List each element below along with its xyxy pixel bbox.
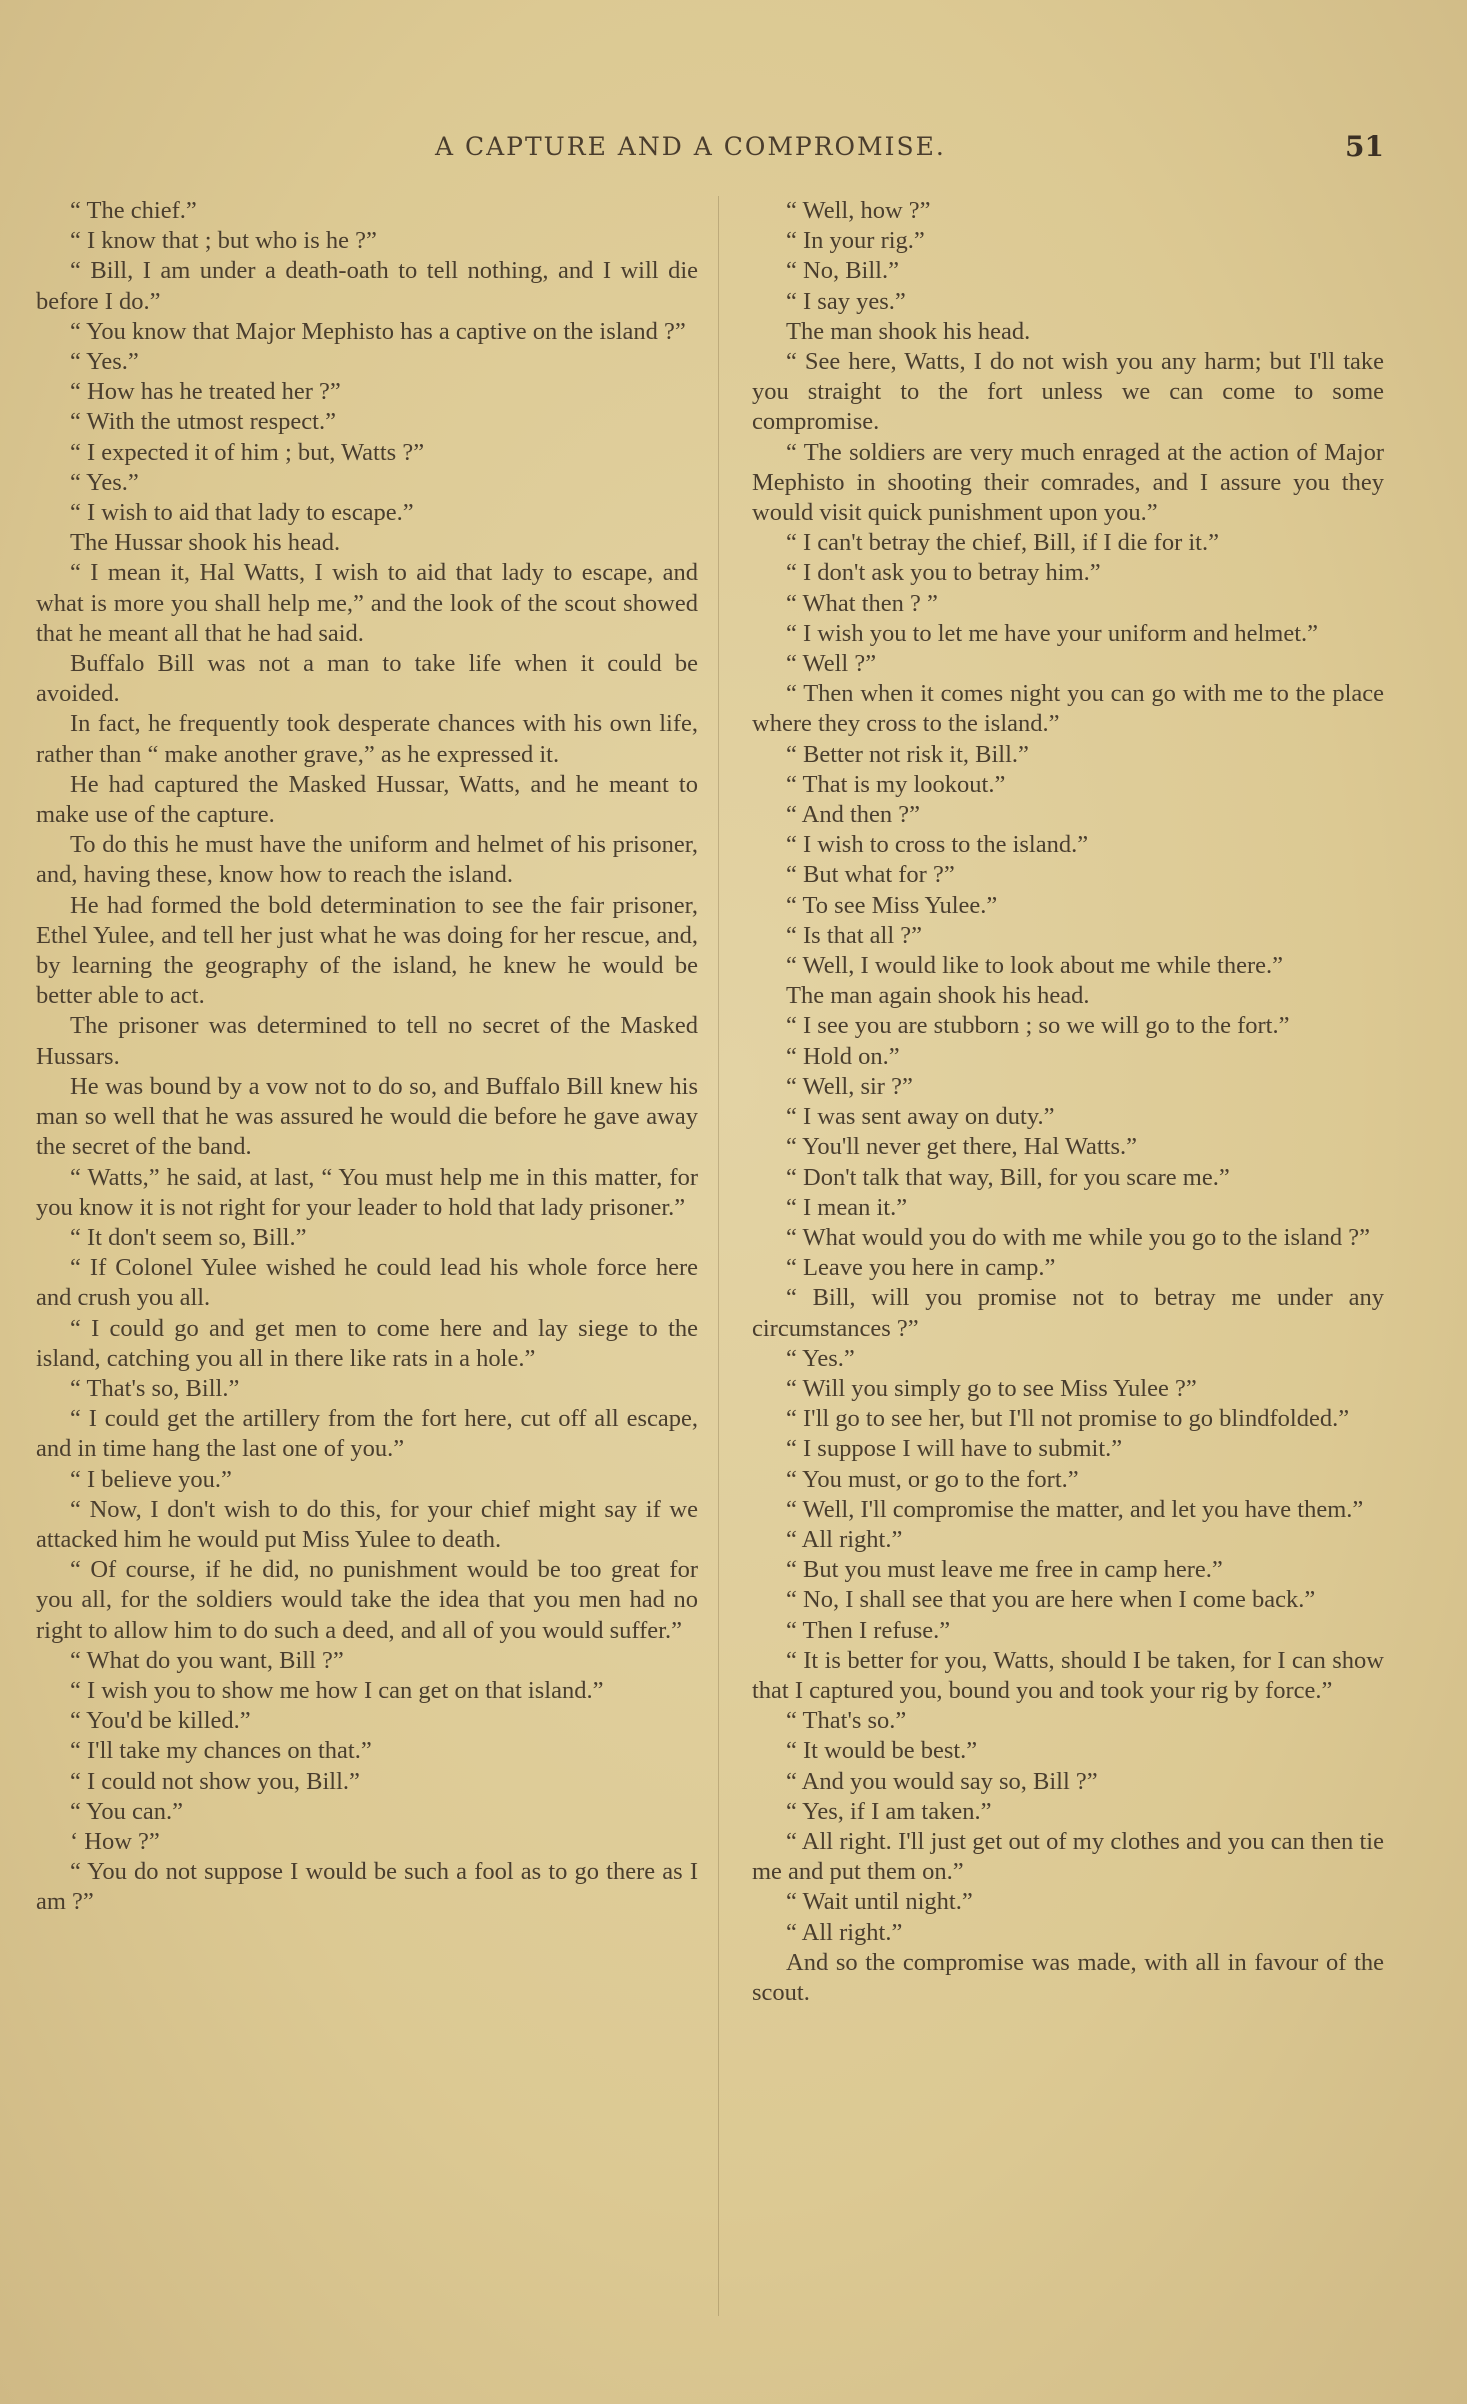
paragraph: “ Leave you here in camp.” <box>786 1254 1056 1282</box>
running-title: A CAPTURE AND A COMPROMISE. <box>435 132 946 161</box>
paragraph: “ You can.” <box>70 1797 183 1825</box>
paragraph: “ If Colonel Yulee wished he could lead his whole force here and crush you all. <box>36 1254 698 1312</box>
paragraph: “ But what for ?” <box>786 861 955 889</box>
paragraph: “ I believe you.” <box>70 1465 232 1493</box>
paragraph: “ I wish you to let me have your uniform and helmet.” <box>786 619 1319 647</box>
paragraph: “ I wish you to show me how I can get on that island.” <box>70 1676 604 1704</box>
paragraph: To do this he must have the uniform and helmet of his prisoner, and, having these, know how to reach the island. <box>36 831 698 889</box>
paragraph: “ I can't betray the chief, Bill, if I die for it.” <box>786 529 1219 557</box>
paragraph: “ The chief.” <box>70 197 197 224</box>
paragraph: “ And then ?” <box>786 801 921 829</box>
paragraph: “ Yes, if I am taken.” <box>786 1797 992 1825</box>
paragraph: “ Then when it comes night you can go with me to the place where they cross to the island.” <box>752 680 1384 738</box>
paragraph: “ Yes.” <box>786 1344 855 1372</box>
paragraph: “ You must, or go to the fort.” <box>786 1465 1079 1493</box>
paragraph: “ You'll never get there, Hal Watts.” <box>786 1133 1138 1161</box>
paragraph: “ No, I shall see that you are here when I come back.” <box>786 1586 1316 1614</box>
paragraph: “ I suppose I will have to submit.” <box>786 1435 1123 1463</box>
paragraph: “ I expected it of him ; but, Watts ?” <box>70 438 425 466</box>
paragraph: “ Bill, will you promise not to betray me under any circumstances ?” <box>752 1284 1384 1342</box>
paragraph: “ Well, I'll compromise the matter, and let you have them.” <box>786 1495 1364 1523</box>
paragraph: “ Yes.” <box>70 468 139 496</box>
paragraph: “ That's so.” <box>786 1707 907 1735</box>
paragraph: The man shook his head. <box>786 317 1031 345</box>
paragraph: “ In your rig.” <box>786 227 925 255</box>
paragraph: And so the compromise was made, with all in favour of the scout. <box>752 1948 1384 2006</box>
paragraph: “ That's so, Bill.” <box>70 1374 240 1402</box>
paragraph: “ What then ? ” <box>786 589 938 617</box>
paragraph: “ All right.” <box>786 1918 903 1946</box>
paragraph: The Hussar shook his head. <box>70 529 341 557</box>
page-header <box>0 132 1467 172</box>
paragraph: “ I see you are stubborn ; so we will go to the fort.” <box>786 1012 1290 1040</box>
paragraph: The man again shook his head. <box>786 982 1090 1010</box>
paragraph: “ I could get the artillery from the fort here, cut off all escape, and in time hang the last one of you.” <box>36 1405 698 1463</box>
paragraph: “ It don't seem so, Bill.” <box>70 1223 307 1251</box>
paragraph: “ And you would say so, Bill ?” <box>786 1767 1098 1795</box>
paragraph: “ Well ?” <box>786 650 877 678</box>
paragraph: “ Then I refuse.” <box>786 1616 951 1644</box>
paragraph: He had formed the bold determination to see the fair prisoner, Ethel Yulee, and tell her just what he was doing for her rescue, and, by learning the geography of the island, he knew he would be better able to act. <box>36 891 698 1010</box>
paragraph: He had captured the Masked Hussar, Watts, and he meant to make use of the capture. <box>36 770 698 829</box>
paragraph: “ Don't talk that way, Bill, for you scare me.” <box>786 1163 1230 1191</box>
paragraph: “ It would be best.” <box>786 1737 978 1765</box>
paragraph: “ I mean it, Hal Watts, I wish to aid that lady to escape, and what is more you shall help me,” and the look of the scout showed that he meant all that he had said. <box>36 559 698 647</box>
paragraph: “ I wish to cross to the island.” <box>786 831 1089 859</box>
paragraph: “ I don't ask you to betray him.” <box>786 559 1101 587</box>
paragraph: “ See here, Watts, I do not wish you any harm; but I'll take you straight to the fort unless we can come to some compromise. <box>752 348 1384 436</box>
paragraph: “ With the utmost respect.” <box>70 408 336 436</box>
paragraph: “ All right. I'll just get out of my clothes and you can then tie me and put them on.” <box>752 1827 1384 1886</box>
paragraph: “ I was sent away on duty.” <box>786 1103 1055 1131</box>
paragraph: “ I'll take my chances on that.” <box>70 1737 372 1765</box>
paragraph: In fact, he frequently took desperate chances with his own life, rather than “ make another grave,” as he expressed it. <box>36 710 698 768</box>
paragraph: “ You know that Major Mephisto has a captive on the island ?” <box>70 317 686 345</box>
paragraph: “ Watts,” he said, at last, “ You must help me in this matter, for you know it is not right for your leader to hold that lady prisoner.” <box>36 1163 698 1221</box>
paragraph: “ I could go and get men to come here and lay siege to the island, catching you all in there like rats in a hole.” <box>36 1314 698 1372</box>
paragraph: “ You'd be killed.” <box>70 1707 251 1735</box>
paragraph: “ Wait until night.” <box>786 1888 973 1916</box>
paragraph: “ I could not show you, Bill.” <box>70 1767 360 1795</box>
paragraph: “ I mean it.” <box>786 1193 908 1221</box>
right-column <box>752 196 1384 2008</box>
paragraph: “ You do not suppose I would be such a fool as to go there as I am ?” <box>36 1858 698 1916</box>
paragraph: “ Of course, if he did, no punishment would be too great for you all, for the soldiers would take the idea that you men had no right to allow him to do such a deed, and all of you would suffer.” <box>36 1556 698 1644</box>
paragraph: “ I'll go to see her, but I'll not promise to go blindfolded.” <box>786 1405 1350 1433</box>
paragraph: “ I say yes.” <box>786 287 906 315</box>
paragraph: “ Yes.” <box>70 348 139 376</box>
paragraph: “ I wish to aid that lady to escape.” <box>70 499 414 527</box>
paragraph: He was bound by a vow not to do so, and Buffalo Bill knew his man so well that he was assured he would die before he gave away the secret of the band. <box>36 1072 698 1161</box>
paragraph: “ Well, I would like to look about me while there.” <box>786 952 1283 980</box>
paragraph: “ But you must leave me free in camp here.” <box>786 1556 1223 1584</box>
paragraph: “ What do you want, Bill ?” <box>70 1646 344 1674</box>
paragraph: “ I know that ; but who is he ?” <box>70 227 377 255</box>
paragraph: “ The soldiers are very much enraged at the action of Major Mephisto in shooting their comrades, and I assure you they would visit quick punishment upon you.” <box>752 438 1384 527</box>
paragraph: ‘ How ?” <box>70 1827 160 1855</box>
paragraph: “ It is better for you, Watts, should I be taken, for I can show that I captured you, bound you and took your rig by force.” <box>752 1646 1384 1704</box>
paragraph: “ How has he treated her ?” <box>70 378 341 406</box>
paragraph: The prisoner was determined to tell no secret of the Masked Hussars. <box>36 1012 698 1070</box>
paragraph: “ Bill, I am under a death-oath to tell nothing, and I will die before I do.” <box>36 257 698 315</box>
paragraph: “ That is my lookout.” <box>786 770 1006 798</box>
paragraph: “ No, Bill.” <box>786 257 899 285</box>
paragraph: “ Hold on.” <box>786 1042 900 1070</box>
paragraph: Buffalo Bill was not a man to take life when it could be avoided. <box>36 650 698 708</box>
paragraph: “ Well, how ?” <box>786 197 931 224</box>
paragraph: “ Is that all ?” <box>786 921 923 949</box>
paragraph: “ Will you simply go to see Miss Yulee ?” <box>786 1374 1197 1402</box>
paragraph: “ What would you do with me while you go to the island ?” <box>786 1223 1371 1251</box>
paragraph: “ All right.” <box>786 1525 903 1553</box>
page-number: 51 <box>1345 130 1384 163</box>
paragraph: “ Well, sir ?” <box>786 1072 913 1100</box>
paragraph: “ Better not risk it, Bill.” <box>786 740 1029 768</box>
paragraph: “ Now, I don't wish to do this, for your chief might say if we attacked him he would put Miss Yulee to death. <box>36 1495 698 1553</box>
left-column <box>36 196 698 1918</box>
paragraph: “ To see Miss Yulee.” <box>786 891 998 919</box>
column-divider <box>718 196 719 2316</box>
